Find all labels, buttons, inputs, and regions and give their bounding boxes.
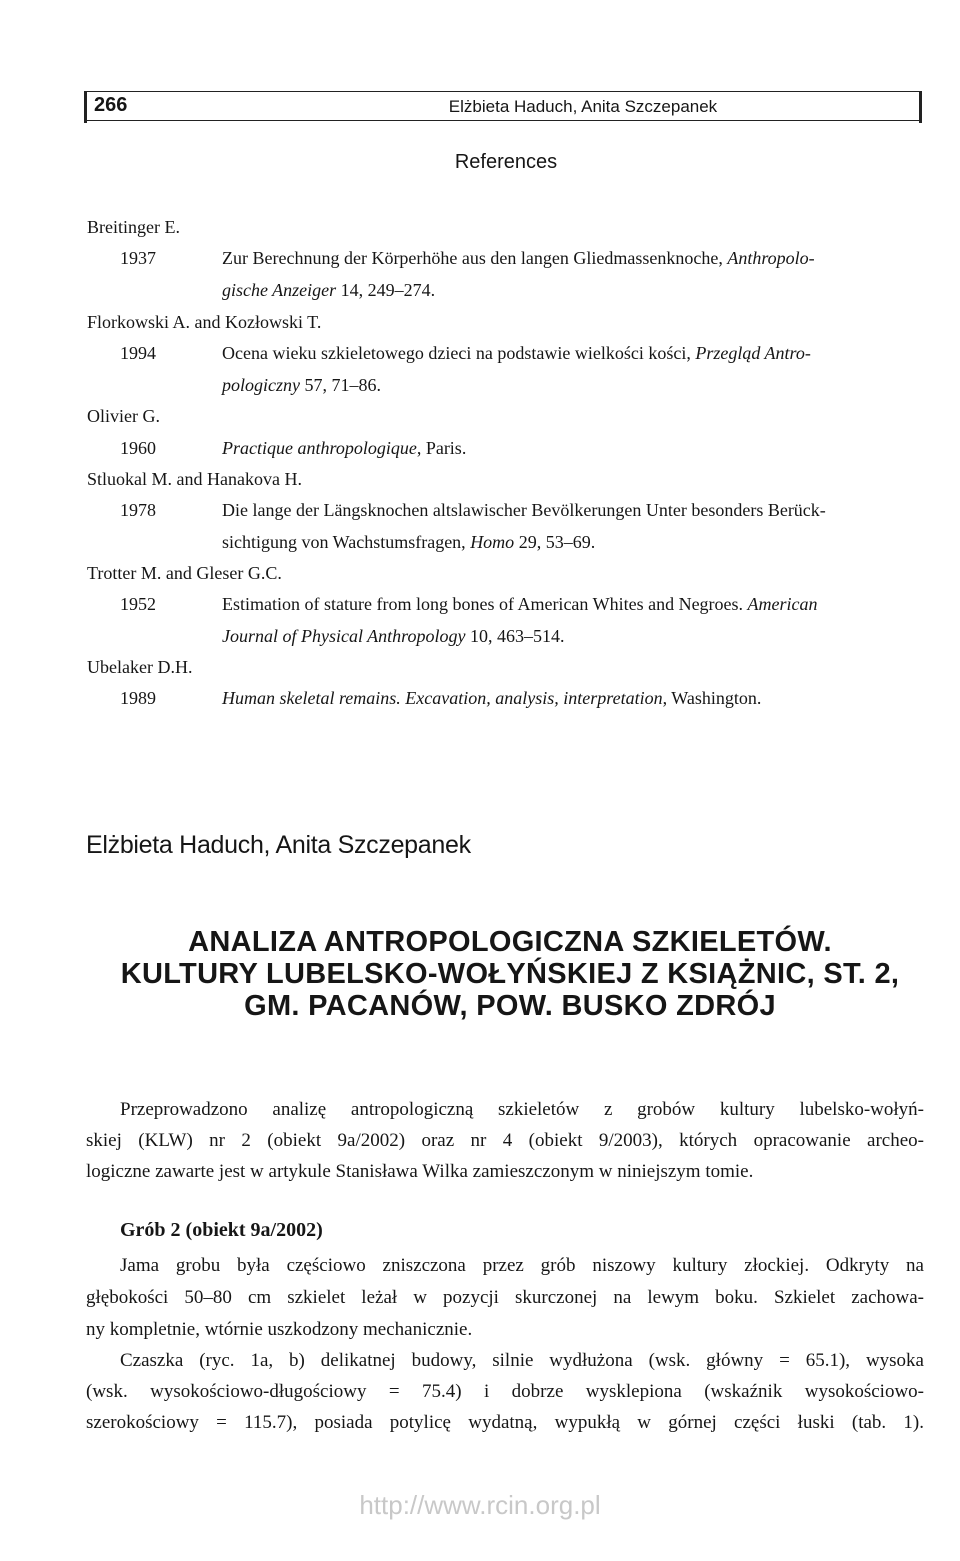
reference-year: 1952	[120, 594, 156, 614]
reference-text: Practique anthropologique, Paris.	[222, 438, 467, 458]
reference-text-continued: pologiczny 57, 71–86.	[222, 375, 381, 395]
reference-author: Breitinger E.	[87, 217, 180, 237]
intro-line: Przeprowadzono analizę antropologiczną szkieletów z grobów kultury lubelsko-wołyń-	[120, 1099, 924, 1120]
body-line: ny kompletnie, wtórnie uszkodzony mechanicznie.	[86, 1319, 473, 1340]
intro-line: logiczne zawarte jest w artykule Stanisława Wilka zamieszczonym w niniejszym tomie.	[86, 1161, 754, 1182]
reference-author: Olivier G.	[87, 406, 160, 426]
running-header	[84, 91, 922, 121]
page-number: 266	[94, 94, 128, 116]
reference-year: 1960	[120, 438, 156, 458]
article-title-line: GM. PACANÓW, POW. BUSKO ZDRÓJ	[244, 990, 776, 1022]
reference-text: Die lange der Längsknochen altslawischer Bevölkerungen Unter besonders Berück-	[222, 500, 826, 520]
reference-author: Ubelaker D.H.	[87, 657, 193, 677]
reference-text: Zur Berechnung der Körperhöhe aus den langen Gliedmassenknoche, Anthropolo-	[222, 248, 815, 268]
reference-text-continued: Journal of Physical Anthropology 10, 463–514.	[222, 626, 565, 646]
body-line: głębokości 50–80 cm szkielet leżał w pozycji skurczonej na lewym boku. Szkielet zachowa-	[86, 1287, 924, 1308]
section-heading: Grób 2 (obiekt 9a/2002)	[120, 1219, 323, 1241]
reference-author: Florkowski A. and Kozłowski T.	[87, 312, 322, 332]
references-heading: References	[454, 151, 558, 173]
body-line: szerokościowy = 115.7), posiada potylicę wydatną, wypukłą w górnej części łuski (tab. 1).	[86, 1412, 924, 1433]
reference-text-continued: sichtigung von Wachstumsfragen, Homo 29, 53–69.	[222, 532, 596, 552]
reference-year: 1937	[120, 248, 156, 268]
reference-text: Estimation of stature from long bones of American Whites and Negroes. American	[222, 594, 818, 614]
reference-author: Trotter M. and Gleser G.C.	[87, 563, 282, 583]
article-authors: Elżbieta Haduch, Anita Szczepanek	[86, 831, 471, 859]
reference-year: 1989	[120, 688, 156, 708]
reference-text-continued: gische Anzeiger 14, 249–274.	[222, 280, 436, 300]
reference-text: Ocena wieku szkieletowego dzieci na podstawie wielkości kości, Przegląd Antro-	[222, 343, 811, 363]
reference-year: 1978	[120, 500, 156, 520]
intro-line: skiej (KLW) nr 2 (obiekt 9a/2002) oraz nr 4 (obiekt 9/2003), których opracowanie archeo-	[86, 1130, 924, 1151]
body-line: Czaszka (ryc. 1a, b) delikatnej budowy, silnie wydłużona (wsk. główny = 65.1), wysoka	[120, 1350, 924, 1371]
body-line: (wsk. wysokościowo-długościowy = 75.4) i dobrze wysklepiona (wskaźnik wysokościowo-	[86, 1381, 924, 1402]
article-title	[60, 926, 960, 1022]
reference-year: 1994	[120, 343, 156, 363]
article-title-line: KULTURY LUBELSKO-WOŁYŃSKIEJ Z KSIĄŻNIC, ST. 2,	[120, 958, 900, 990]
article-title-line: ANALIZA ANTROPOLOGICZNA SZKIELETÓW.	[188, 926, 832, 958]
reference-author: Stluokal M. and Hanakova H.	[87, 469, 302, 489]
running-title: Elżbieta Haduch, Anita Szczepanek	[448, 97, 718, 116]
reference-text: Human skeletal remains. Excavation, analysis, interpretation, Washington.	[222, 688, 762, 708]
watermark-url: http://www.rcin.org.pl	[359, 1490, 601, 1520]
body-line: Jama grobu była częściowo zniszczona przez grób niszowy kultury złockiej. Odkryty na	[120, 1255, 924, 1276]
